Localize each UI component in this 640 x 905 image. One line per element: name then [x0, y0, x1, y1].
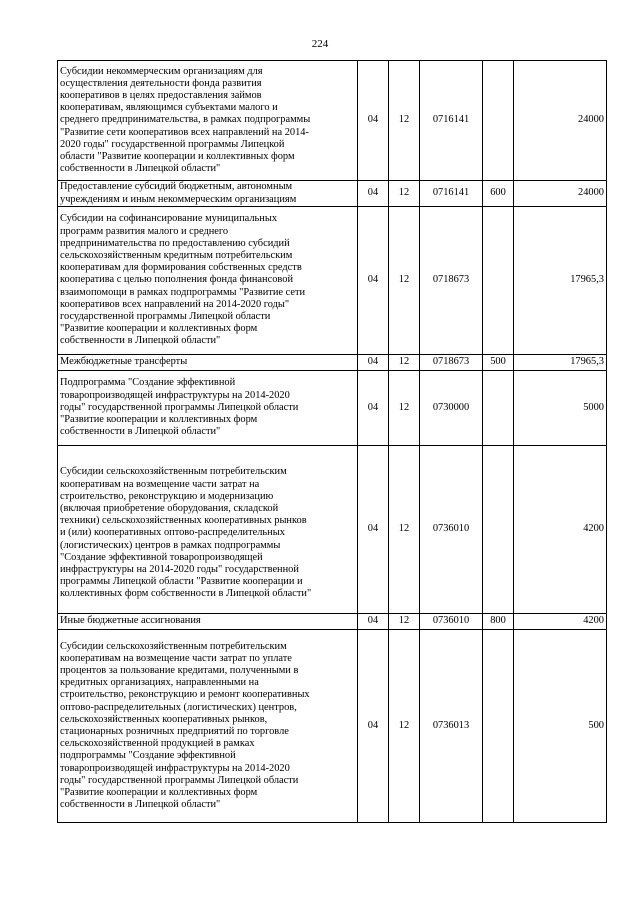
row-amount: 24000: [514, 181, 607, 207]
row-expense-type: [483, 207, 514, 355]
row-section: 04: [358, 630, 389, 823]
row-target: 0718673: [420, 207, 483, 355]
row-subsection: 12: [389, 371, 420, 446]
budget-table: [57, 60, 607, 823]
row-expense-type: [483, 61, 514, 181]
row-subsection: 12: [389, 355, 420, 371]
row-target: 0730000: [420, 371, 483, 446]
row-expense-type: [483, 371, 514, 446]
row-subsection: 12: [389, 207, 420, 355]
row-name: Субсидии некоммерческим организациям для осуществления деятельности фонда развития кооперативов в целях предоставления займов кооперативам, являющимся субъектами малого и среднего предпринимательства, в рамках подпрограммы "Развитие сети кооперативов всех направлений на 2014- 2020 годы" государственной программы Липецкой области "Развитие кооперации и коллективных форм собственности в Липецкой области": [58, 61, 358, 181]
budget-table-body: [58, 61, 607, 823]
table-row: [58, 446, 607, 614]
table-row: [58, 181, 607, 207]
row-expense-type: 800: [483, 614, 514, 630]
row-name: Субсидии сельскохозяйственным потребительским кооперативам на возмещение части затрат по уплате процентов за пользование кредитами, полученными в кредитных организациях, направленными на строительство, реконструкцию и ремонт кооперативных оптово-распределительных (логистических) центров, сельскохозяйственных кооперативных рынков, стационарных розничных предприятий по торговле сельскохозяйственной продукцией в рамках подпрограммы "Создание эффективной товаропроизводящей инфраструктуры на 2014-2020 годы" государственной программы Липецкой области "Развитие кооперации и коллективных форм собственности в Липецкой области": [58, 630, 358, 823]
table-row: [58, 207, 607, 355]
page-number: 224: [311, 38, 329, 50]
row-amount: 24000: [514, 61, 607, 181]
row-amount: 5000: [514, 371, 607, 446]
row-target: 0736013: [420, 630, 483, 823]
row-name: Субсидии сельскохозяйственным потребительским кооперативам на возмещение части затрат на строительство, реконструкцию и модернизацию (включая приобретение оборудования, складской техники) сельскохозяйственных кооперативных рынков и (или) кооперативных оптово-распределительных (логистических) центров в рамках подпрограммы "Создание эффективной товаропроизводящей инфраструктуры на 2014-2020 годы" государственной программы Липецкой области "Развитие кооперации и коллективных форм собственности в Липецкой области": [58, 446, 358, 614]
row-expense-type: 600: [483, 181, 514, 207]
row-subsection: 12: [389, 181, 420, 207]
row-name: Предоставление субсидий бюджетным, автономным учреждениям и иным некоммерческим организациям: [58, 181, 358, 207]
row-subsection: 12: [389, 446, 420, 614]
row-section: 04: [358, 446, 389, 614]
row-target: 0736010: [420, 614, 483, 630]
row-amount: 4200: [514, 614, 607, 630]
table-row: [58, 371, 607, 446]
row-target: 0716141: [420, 61, 483, 181]
row-section: 04: [358, 614, 389, 630]
row-amount: 500: [514, 630, 607, 823]
row-section: 04: [358, 355, 389, 371]
row-section: 04: [358, 207, 389, 355]
row-expense-type: [483, 446, 514, 614]
row-name: Межбюджетные трансферты: [58, 355, 358, 371]
table-row: [58, 630, 607, 823]
row-target: 0718673: [420, 355, 483, 371]
row-target: 0716141: [420, 181, 483, 207]
row-name: Подпрограмма "Создание эффективной товаропроизводящей инфраструктуры на 2014-2020 годы" государственной программы Липецкой области "Развитие кооперации и коллективных форм собственности в Липецкой области": [58, 371, 358, 446]
row-name: Иные бюджетные ассигнования: [58, 614, 358, 630]
row-amount: 17965,3: [514, 207, 607, 355]
row-expense-type: 500: [483, 355, 514, 371]
table-row: [58, 614, 607, 630]
row-amount: 4200: [514, 446, 607, 614]
row-subsection: 12: [389, 630, 420, 823]
row-amount: 17965,3: [514, 355, 607, 371]
row-expense-type: [483, 630, 514, 823]
row-target: 0736010: [420, 446, 483, 614]
table-row: [58, 61, 607, 181]
table-row: [58, 355, 607, 371]
row-section: 04: [358, 371, 389, 446]
row-subsection: 12: [389, 61, 420, 181]
row-section: 04: [358, 61, 389, 181]
row-name: Субсидии на софинансирование муниципальных программ развития малого и среднего предпринимательства по предоставлению субсидий сельскохозяйственным кредитным потребительским кооперативам для формирования собственных средств кооператива с целью пополнения фонда финансовой взаимопомощи в рамках подпрограммы "Развитие сети кооперативов всех направлений на 2014-2020 годы" государственной программы Липецкой области "Развитие кооперации и коллективных форм собственности в Липецкой области": [58, 207, 358, 355]
row-section: 04: [358, 181, 389, 207]
row-subsection: 12: [389, 614, 420, 630]
